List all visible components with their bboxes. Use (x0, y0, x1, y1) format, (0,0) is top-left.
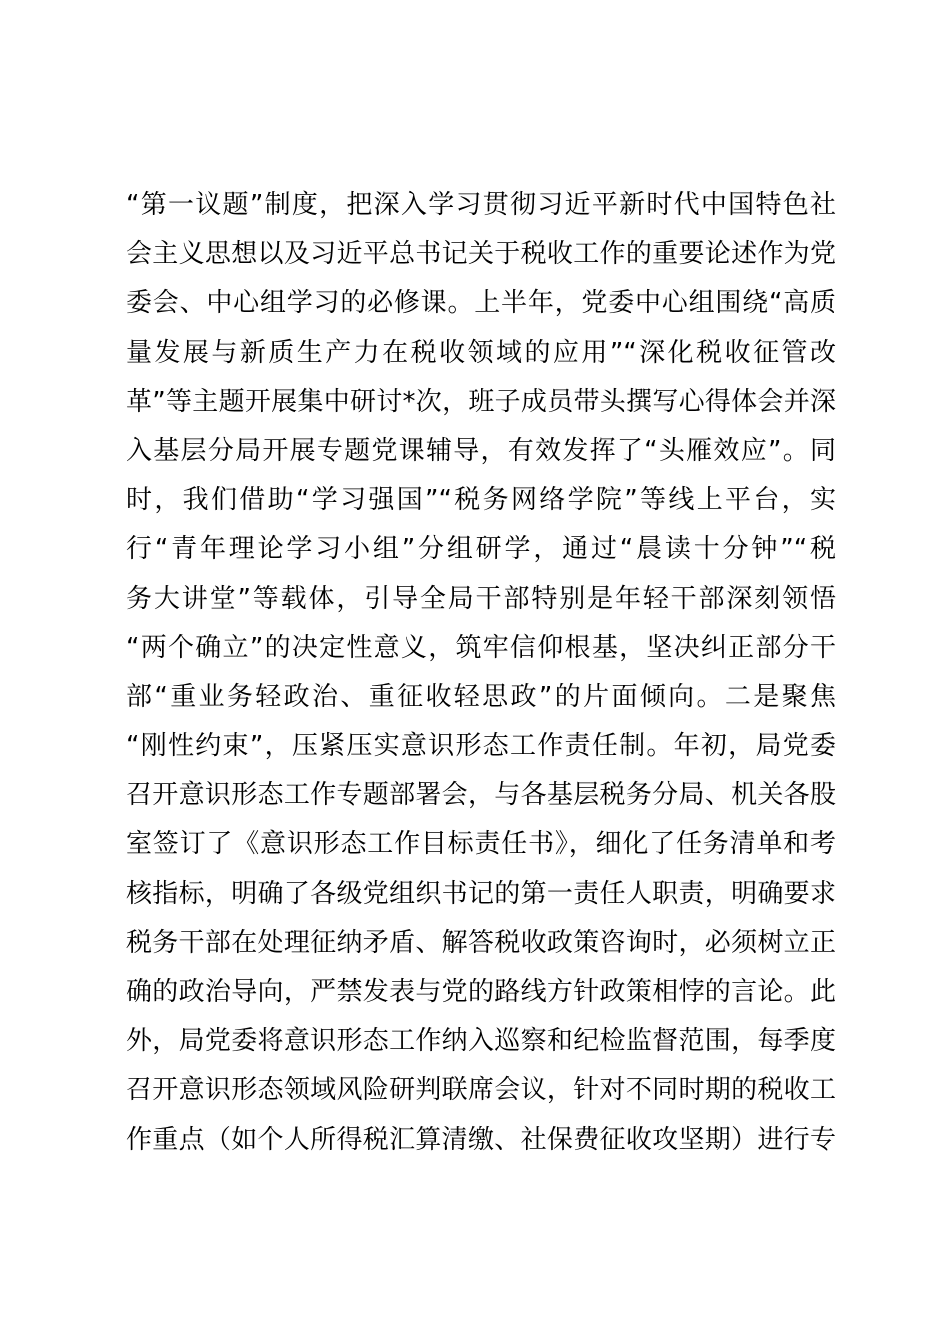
body-paragraph (126, 181, 836, 1165)
text-line: 委会、中心组学习的必修课。上半年，党委中心组围绕“高质 (126, 288, 836, 319)
text-line: 核指标，明确了各级党组织书记的第一责任人职责，明确要求 (126, 878, 836, 909)
text-line: 作重点（如个人所得税汇算清缴、社保费征收攻坚期）进行专 (126, 1124, 836, 1155)
text-line: 革”等主题开展集中研讨*次，班子成员带头撰写心得体会并深 (126, 386, 836, 417)
text-line: 召开意识形态领域风险研判联席会议，针对不同时期的税收工 (126, 1075, 836, 1106)
text-line: 务大讲堂”等载体，引导全局干部特别是年轻干部深刻领悟 (126, 583, 836, 614)
text-line: 会主义思想以及习近平总书记关于税收工作的重要论述作为党 (126, 239, 836, 270)
text-line: 召开意识形态工作专题部署会，与各基层税务分局、机关各股 (126, 780, 836, 811)
text-line: “刚性约束”，压紧压实意识形态工作责任制。年初，局党委 (126, 731, 836, 762)
text-line: 行“青年理论学习小组”分组研学，通过“晨读十分钟”“税 (126, 534, 836, 565)
text-line: “第一议题”制度，把深入学习贯彻习近平新时代中国特色社 (126, 190, 836, 220)
text-line: 量发展与新质生产力在税收领域的应用”“深化税收征管改 (126, 337, 836, 368)
text-line: 税务干部在处理征纳矛盾、解答税收政策咨询时，必须树立正 (126, 927, 836, 958)
text-line: “两个确立”的决定性意义，筑牢信仰根基，坚决纠正部分干 (126, 632, 836, 663)
text-line: 入基层分局开展专题党课辅导，有效发挥了“头雁效应”。同 (126, 435, 836, 466)
text-line: 确的政治导向，严禁发表与党的路线方针政策相悖的言论。此 (126, 977, 836, 1007)
text-line: 外，局党委将意识形态工作纳入巡察和纪检监督范围，每季度 (126, 1026, 836, 1057)
text-line: 室签订了《意识形态工作目标责任书》，细化了任务清单和考 (126, 829, 836, 860)
text-line: 时，我们借助“学习强国”“税务网络学院”等线上平台，实 (126, 485, 836, 516)
text-line: 部“重业务轻政治、重征收轻思政”的片面倾向。二是聚焦 (126, 681, 836, 712)
